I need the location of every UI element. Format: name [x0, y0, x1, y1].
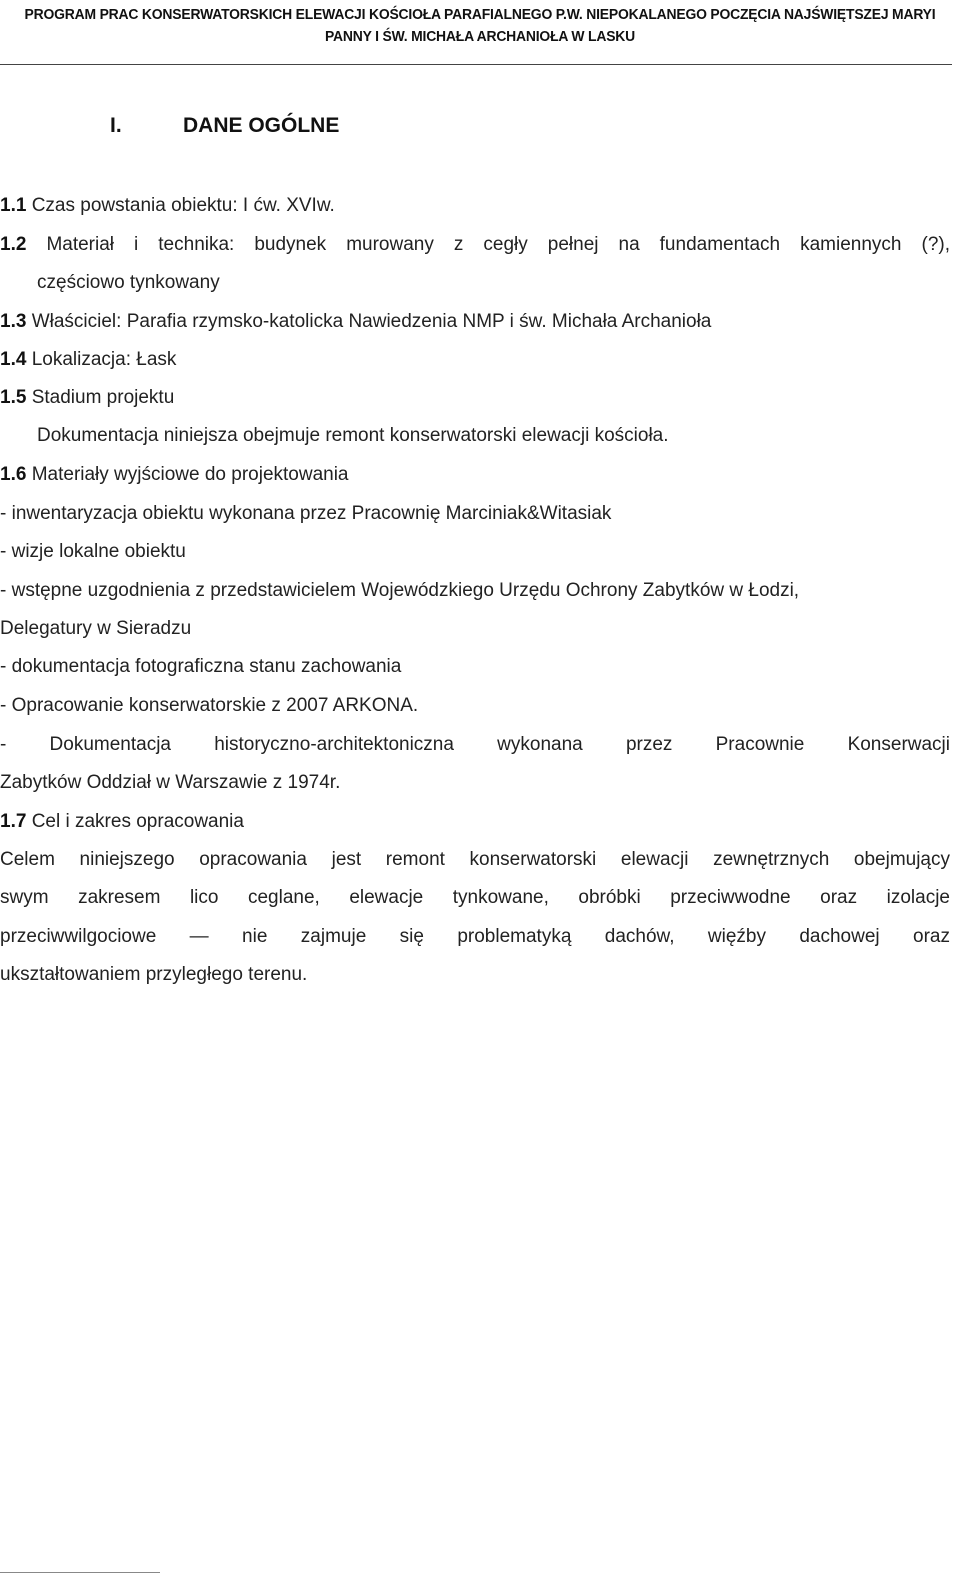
item-1-5-continued: Dokumentacja niniejsza obejmuje remont konserwatorski elewacji kościoła.	[37, 425, 669, 446]
header-divider	[0, 64, 952, 65]
footer-divider	[0, 1572, 160, 1573]
material-line-8: Zabytków Oddział w Warszawie z 1974r.	[0, 772, 341, 793]
material-line-2: - wizje lokalne obiektu	[0, 541, 186, 562]
header-line-1: PROGRAM PRAC KONSERWATORSKICH ELEWACJI KOŚCIOŁA PARAFIALNEGO P.W. NIEPOKALANEGO POCZĘCIA NAJŚWIĘTSZEJ MARYI	[24, 7, 936, 23]
header-line-2: PANNY I ŚW. MICHAŁA ARCHANIOŁA W LASKU	[324, 29, 636, 45]
item-1-2-continued: częściowo tynkowany	[37, 272, 220, 293]
material-line-7: - Dokumentacja historyczno-architektoniczna wykonana przez Pracownie Konserwacji	[0, 734, 950, 755]
goal-line-3: przeciwwilgociowe — nie zajmuje się problematyką dachów, więźby dachowej oraz	[0, 926, 950, 947]
material-line-1: - inwentaryzacja obiektu wykonana przez Pracownię Marciniak&Witasiak	[0, 503, 612, 524]
item-1-7: 1.7 Cel i zakres opracowania	[0, 811, 244, 832]
section-title	[110, 114, 339, 138]
goal-line-1: Celem niniejszego opracowania jest remont konserwatorski elewacji zewnętrznych obejmujący	[0, 849, 950, 870]
goal-line-4: ukształtowaniem przyległego terenu.	[0, 964, 308, 985]
item-1-2: 1.2 Materiał i technika: budynek murowany z cegły pełnej na fundamentach kamiennych (?),	[0, 234, 950, 255]
material-line-5: - dokumentacja fotograficzna stanu zachowania	[0, 656, 402, 677]
material-line-3: - wstępne uzgodnienia z przedstawicielem Wojewódzkiego Urzędu Ochrony Zabytków w Łodzi,	[0, 580, 800, 601]
material-line-4: Delegatury w Sieradzu	[0, 618, 192, 639]
document-header	[19, 4, 941, 48]
material-line-6: - Opracowanie konserwatorskie z 2007 ARKONA.	[0, 695, 419, 716]
goal-line-2: swym zakresem lico ceglane, elewacje tynkowane, obróbki przeciwwodne oraz izolacje	[0, 887, 950, 908]
item-1-1: 1.1 Czas powstania obiektu: I ćw. XVIw.	[0, 195, 335, 216]
section-heading: DANE OGÓLNE	[183, 114, 340, 137]
item-1-3: 1.3 Właściciel: Parafia rzymsko-katolicka Nawiedzenia NMP i św. Michała Archanioła	[0, 311, 712, 332]
item-1-5: 1.5 Stadium projektu	[0, 387, 175, 408]
item-1-4: 1.4 Lokalizacja: Łask	[0, 349, 177, 370]
section-number: I.	[110, 114, 122, 137]
item-1-6: 1.6 Materiały wyjściowe do projektowania	[0, 464, 349, 485]
